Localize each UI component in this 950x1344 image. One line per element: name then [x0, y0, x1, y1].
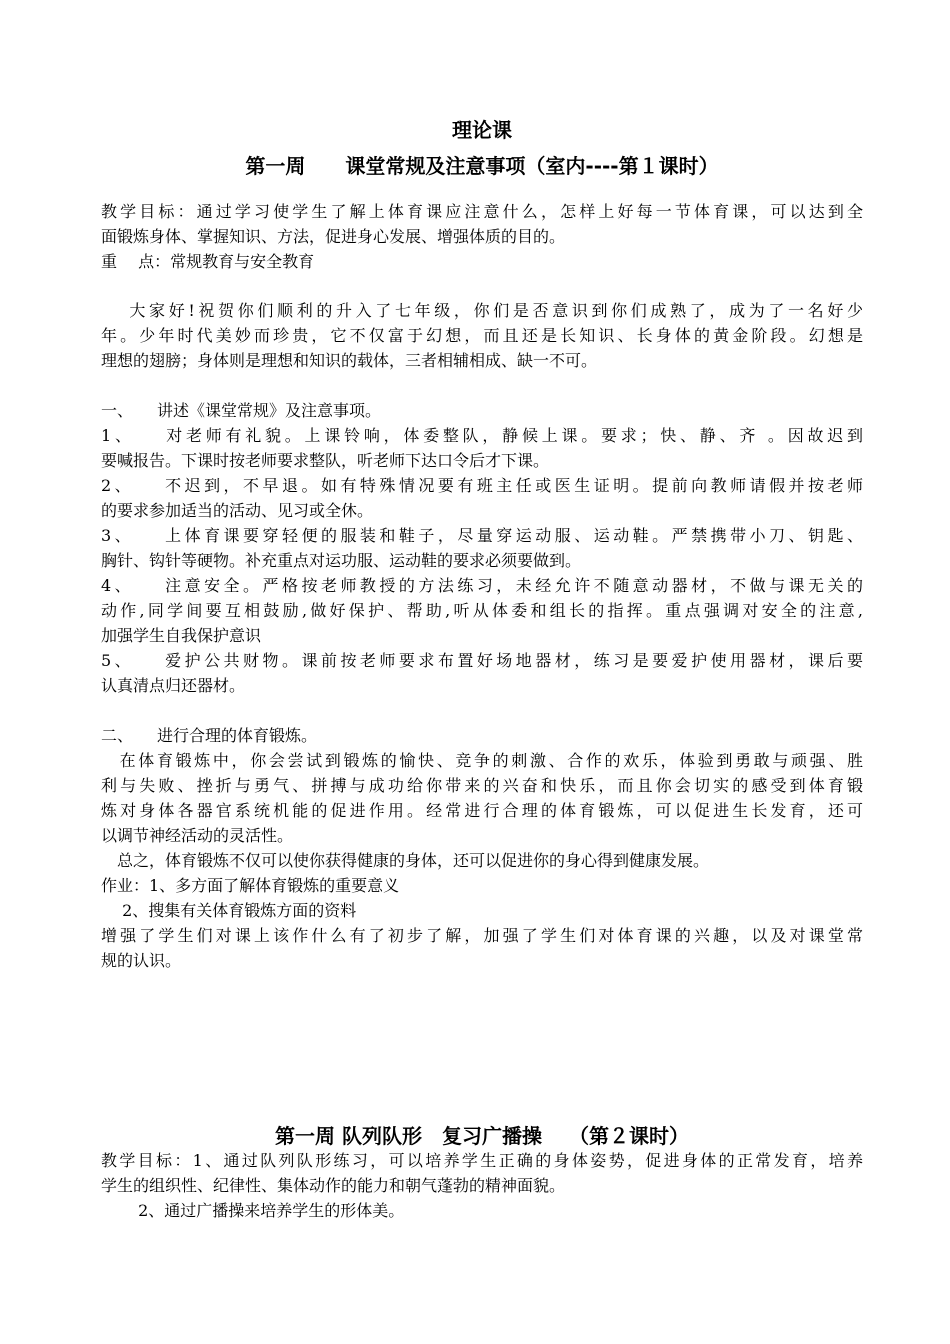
- goal-line: 教学目标：1、通过队列队形练习，可以培养学生正确的身体姿势，促进身体的正常发育，培养: [101, 1151, 863, 1170]
- lesson-1-title: 第一周 课堂常规及注意事项（室内----第１课时）: [245, 154, 719, 178]
- goal-line: 面锻炼身体、掌握知识、方法，促进身心发展、增强体质的目的。: [101, 227, 566, 246]
- reflection-line: 增强了学生们对课上该作什么有了初步了解，加强了学生们对体育课的兴趣，以及对课堂常: [101, 926, 863, 945]
- part-2-line: 在体育锻炼中，你会尝试到锻炼的愉快、竞争的刺激、合作的欢乐，体验到勇敢与顽强、胜: [101, 751, 863, 770]
- summary-line: 总之，体育锻炼不仅可以使你获得健康的身体，还可以促进你的身心得到健康发展。: [101, 851, 710, 870]
- list-item: 4、 注意安全。严格按老师教授的方法练习，未经允许不随意动器材，不做与课无关的: [101, 576, 863, 595]
- goal-line: 2、通过广播操来培养学生的形体美。: [101, 1201, 405, 1220]
- list-item-continuation: 认真清点归还器材。: [101, 676, 246, 695]
- list-item-continuation: 胸针、钩针等硬物。补充重点对运功服、运动鞋的要求必须要做到。: [101, 551, 582, 570]
- list-item: 3、 上体育课要穿轻便的服装和鞋子，尽量穿运动服、运动鞋。严禁携带小刀、钥匙、: [101, 526, 863, 545]
- part-2-line: 炼对身体各器官系统机能的促进作用。经常进行合理的体育锻炼，可以促进生长发育，还可: [101, 801, 863, 820]
- reflection-line: 规的认识。: [101, 951, 182, 970]
- list-item-continuation: 的要求参加适当的活动、见习或全休。: [101, 501, 374, 520]
- intro-line: 大家好!祝贺你们顺利的升入了七年级，你们是否意识到你们成熟了，成为了一名好少: [101, 301, 863, 320]
- list-item-continuation: 加强学生自我保护意识: [101, 626, 262, 645]
- page-title: 理论课: [452, 118, 512, 142]
- homework-line: 2、搜集有关体育锻炼方面的资料: [101, 901, 357, 920]
- list-item: 2、 不迟到，不早退。如有特殊情况要有班主任或医生证明。提前向教师请假并按老师: [101, 476, 863, 495]
- goal-line: 学生的组织性、纪律性、集体动作的能力和朝气蓬勃的精神面貌。: [101, 1176, 566, 1195]
- part-1-heading: 一、 讲述《课堂常规》及注意事项。: [101, 401, 382, 420]
- focus-line: 重 点：常规教育与安全教育: [101, 252, 315, 271]
- list-item: 5、 爱护公共财物。课前按老师要求布置好场地器材，练习是要爱护使用器材，课后要: [101, 651, 863, 670]
- intro-line: 年。少年时代美妙而珍贵，它不仅富于幻想，而且还是长知识、长身体的黄金阶段。幻想是: [101, 326, 863, 345]
- part-2-line: 利与失败、挫折与勇气、拼搏与成功给你带来的兴奋和快乐，而且你会切实的感受到体育锻: [101, 776, 863, 795]
- lesson-2-title: 第一周 队列队形 复习广播操 （第２课时）: [275, 1124, 689, 1148]
- part-2-line: 以调节神经活动的灵活性。: [101, 826, 294, 845]
- list-item-continuation: 要喊报告。下课时按老师要求整队，听老师下达口令后才下课。: [101, 451, 550, 470]
- goal-line: 教学目标：通过学习使学生了解上体育课应注意什么，怎样上好每一节体育课，可以达到全: [101, 202, 863, 221]
- part-2-heading: 二、 进行合理的体育锻炼。: [101, 726, 318, 745]
- homework-line: 作业：1、多方面了解体育锻炼的重要意义: [101, 876, 400, 895]
- list-item-continuation: 动作,同学间要互相鼓励,做好保护、帮助,听从体委和组长的指挥。重点强调对安全的注意,: [101, 601, 863, 620]
- intro-line: 理想的翅膀；身体则是理想和知识的载体，三者相辅相成、缺一不可。: [101, 351, 598, 370]
- list-item: 1、 对老师有礼貌。上课铃响，体委整队，静候上课。要求；快、静、齐 。因故迟到: [101, 426, 863, 445]
